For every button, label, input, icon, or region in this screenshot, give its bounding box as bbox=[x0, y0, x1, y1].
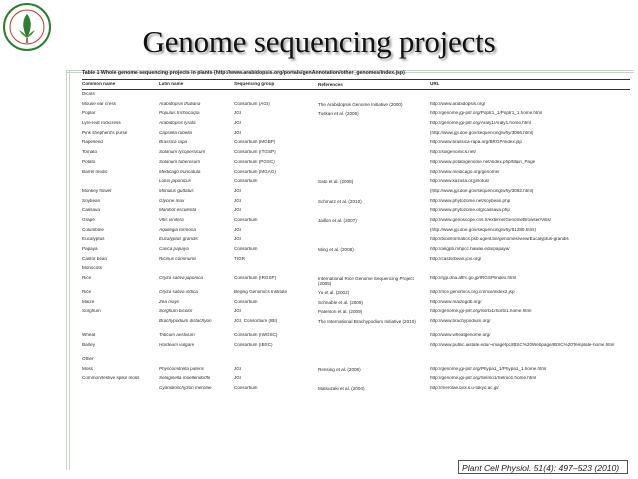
latin-name-cell: Oryza sativa indica bbox=[159, 290, 198, 295]
table-group-row bbox=[82, 264, 630, 274]
url-cell: http://www.medicago.org/genome/ bbox=[430, 169, 500, 174]
common-name-cell: Soybean bbox=[82, 198, 101, 203]
reference-cell: International Rice Genome Sequencing Project (2005) bbox=[318, 276, 414, 287]
url-cell: http://www.kazusa.or.jp/lotus/ bbox=[430, 179, 490, 184]
table-row bbox=[82, 216, 630, 226]
group-label: Monocots bbox=[82, 266, 102, 271]
sequencing-group-cell: Consortium (ITGSP) bbox=[234, 150, 276, 155]
url-cell: http://genome.jgi-psf.org/Phypa1_1/Phypa1_1.home.html bbox=[430, 366, 547, 371]
table-row bbox=[82, 138, 630, 148]
table-row bbox=[82, 288, 630, 298]
latin-name-cell: Arabidopsis thaliana bbox=[159, 101, 201, 106]
table-group-row bbox=[82, 90, 630, 100]
url-cell: http://genome.jgi-psf.org/Sorbi1/Sorbi1.home.html bbox=[430, 309, 532, 314]
reference-cell: Matsuzaki et al. (2004) bbox=[318, 385, 365, 391]
table-row bbox=[82, 331, 630, 341]
header-common-name: Common name bbox=[82, 82, 116, 86]
latin-name-cell: Physcomitrella patens bbox=[159, 366, 204, 371]
table-row bbox=[82, 109, 630, 119]
url-cell: http://bioinformatics.psb.ugent.be/genomes/view/Eucalyptus-grandis bbox=[430, 237, 569, 242]
url-cell: (http://www.jgi.doe.gov/sequencing/why/3062.html) bbox=[430, 188, 534, 193]
common-name-cell: Sorghum bbox=[82, 309, 101, 314]
common-name-cell: Monkey flower bbox=[82, 188, 112, 193]
latin-name-cell: Aquilegia formosa bbox=[159, 227, 196, 232]
url-cell: http://www.public.iastate.edu/~imagefpc/IBSC%20Webpage/IBSC%20Template-home.html bbox=[430, 342, 615, 347]
table-row bbox=[82, 298, 630, 308]
table-row bbox=[82, 317, 630, 331]
common-name-cell: Mouse ear cress bbox=[82, 101, 116, 106]
sequencing-group-cell: Consortium (MGBP) bbox=[234, 140, 276, 145]
url-cell: http://www.arabidopsis.org/ bbox=[430, 101, 486, 106]
url-cell: http://asgpb.mhpcc.hawaii.edu/papaya/ bbox=[430, 247, 510, 251]
header-sequencing-group: Sequencing group bbox=[234, 82, 275, 86]
table-row bbox=[82, 158, 630, 168]
sequencing-group-cell: TIGR bbox=[234, 256, 245, 261]
reference-cell: Paterson et al. (2009) bbox=[318, 309, 363, 315]
group-label: Other bbox=[82, 356, 94, 361]
sequencing-group-cell: Consortium (MGAG) bbox=[234, 169, 276, 174]
latin-name-cell: Sorghum bicolor bbox=[159, 309, 193, 314]
latin-name-cell: Vitis vinifera bbox=[159, 217, 184, 222]
url-cell: http://www.brassica-rapa.org/BRGP/index.jsp bbox=[430, 140, 522, 145]
table-row bbox=[82, 119, 630, 129]
table-row bbox=[82, 384, 630, 394]
sequencing-group-cell: JGI bbox=[234, 309, 242, 314]
sequencing-group-cell: Consortium (IBSC) bbox=[234, 342, 273, 347]
reference-cell: Schnable et al. (2009) bbox=[318, 299, 363, 305]
sequencing-group-cell: JGI bbox=[234, 198, 242, 203]
sequencing-group-cell: Consortium (PGSC) bbox=[234, 159, 275, 164]
reference-cell: Rensing et al. (2008) bbox=[318, 366, 361, 372]
reference-cell: Schmutz et al. (2010) bbox=[318, 198, 362, 204]
header-url: URL bbox=[430, 82, 440, 86]
header-latin-name: Latin name bbox=[159, 82, 184, 86]
table-row bbox=[82, 374, 630, 384]
latin-name-cell: Selaginella moellendorffii bbox=[159, 376, 211, 381]
latin-name-cell: Brassica rapa bbox=[159, 140, 188, 145]
common-name-cell: Pink shepherd's purse bbox=[82, 130, 128, 135]
sequencing-group-cell: JGI bbox=[234, 237, 242, 242]
latin-name-cell: Lotus japonicus bbox=[159, 179, 191, 184]
latin-name-cell: Hordeum vulgare bbox=[159, 342, 195, 347]
table-row bbox=[82, 245, 630, 255]
sequencing-group-cell: JGI bbox=[234, 227, 242, 232]
table-row bbox=[82, 365, 630, 375]
header-references: References bbox=[318, 82, 343, 87]
sequencing-group-cell: Consortium bbox=[234, 179, 258, 184]
table-row bbox=[82, 168, 630, 178]
url-cell: http://genome.jgi-psf.org/Araly1/Araly1.home.html bbox=[430, 121, 531, 126]
sequencing-group-cell: Consortium bbox=[234, 217, 258, 222]
latin-name-cell: Arabidopsis lyrata bbox=[159, 121, 196, 126]
table-group-row bbox=[82, 355, 630, 365]
latin-name-cell: Triticum aestivum bbox=[159, 333, 195, 338]
url-cell: http://www.phytozome.net/soybean.php bbox=[430, 198, 511, 203]
sequencing-group-cell: JGI bbox=[234, 188, 242, 193]
common-name-cell: Barrel medic bbox=[82, 169, 108, 174]
latin-name-cell: Eucalyptus grandis bbox=[159, 237, 198, 242]
sequencing-group-cell: Beijing Genomics Institute bbox=[234, 290, 288, 295]
reference-cell: Yu et al. (2002) bbox=[318, 290, 350, 296]
latin-name-cell: Solanum tuberosum bbox=[159, 159, 201, 164]
sequencing-group-cell: JGI bbox=[234, 208, 242, 213]
common-name-cell: Cassava bbox=[82, 208, 100, 213]
table-row bbox=[82, 341, 630, 355]
table-body bbox=[82, 90, 630, 394]
common-name-cell: Lyre-leaf rockcress bbox=[82, 121, 121, 126]
table-row bbox=[82, 148, 630, 158]
table-row bbox=[82, 226, 630, 236]
sequencing-group-cell: Consortium (AGI) bbox=[234, 101, 270, 106]
common-name-cell: Columbine bbox=[82, 227, 104, 232]
group-label: Dicots bbox=[82, 92, 95, 96]
url-cell: http://www.phytozome.org/cassava.php bbox=[430, 208, 510, 213]
url-cell: (http://www.jgi.doe.gov/sequencing/why/3066.html) bbox=[430, 130, 534, 135]
citation-box: Plant Cell Physiol. 51(4): 497–523 (2010) bbox=[458, 460, 628, 474]
latin-name-cell: Cyanidioschyzon merolae bbox=[159, 385, 212, 390]
common-name-cell: Castor bean bbox=[82, 256, 108, 261]
latin-name-cell: Populus trichocarpa bbox=[159, 111, 200, 116]
url-cell: http://www.potatogenome.net/index.php/Main_Page bbox=[430, 159, 536, 164]
decorative-rule-left-inner bbox=[69, 70, 70, 470]
url-cell: http://genome.jgi-psf.org/Selmo1/Selmo1.home.html bbox=[430, 376, 536, 381]
latin-name-cell: Capsella rubella bbox=[159, 130, 192, 135]
table-row bbox=[82, 235, 630, 245]
sequencing-group-cell: JGI bbox=[234, 121, 242, 126]
reference-cell: Tuskan et al. (2006) bbox=[318, 111, 359, 117]
url-cell: http://www.wheatgenome.org/ bbox=[430, 333, 491, 338]
sequencing-group-cell: JGI bbox=[234, 130, 242, 135]
table-row bbox=[82, 187, 630, 197]
reference-cell: The Arabidopsis Genome Initiative (2000) bbox=[318, 101, 403, 107]
common-name-cell: Rapeseed bbox=[82, 140, 103, 145]
url-cell: http://rgp.dna.affrc.go.jp/IRGSP/index.html bbox=[430, 276, 517, 281]
url-cell: http://genome.jgi-psf.org/Poptr1_1/Poptr1_1.home.html bbox=[430, 111, 543, 116]
common-name-cell: Rice bbox=[82, 276, 92, 281]
common-name-cell: Maize bbox=[82, 299, 95, 304]
url-cell: http://merolae.biol.s.u-tokyo.ac.jp/ bbox=[430, 385, 499, 390]
table-row bbox=[82, 100, 630, 110]
table-header-row bbox=[82, 80, 630, 89]
sequencing-group-cell: Consortium (IWGSC) bbox=[234, 333, 278, 338]
url-cell: http://www.brachypodium.org/ bbox=[430, 319, 491, 324]
url-cell: http://www.genoscope.cns.fr/externe/GenomeBrowser/Vitis/ bbox=[430, 217, 551, 222]
common-name-cell: Potato bbox=[82, 159, 96, 164]
sequencing-group-cell: JGI bbox=[234, 366, 242, 371]
common-name-cell: Eucalyptus bbox=[82, 237, 105, 242]
common-name-cell: Papaya bbox=[82, 247, 98, 251]
sequencing-group-cell: JGI bbox=[234, 376, 242, 381]
reference-cell: Sato et al. (2008) bbox=[318, 179, 354, 185]
common-name-cell: Moss bbox=[82, 366, 93, 371]
sequencing-group-cell: Consortium bbox=[234, 247, 258, 251]
url-cell: (http://www.jgi.doe.gov/sequencing/why/51280.html) bbox=[430, 227, 536, 232]
common-name-cell: Common/festive spike moss bbox=[82, 376, 140, 381]
latin-name-cell: Mimulus guttatus bbox=[159, 188, 194, 193]
url-cell: http://rice.genomics.org.cn/rice/index2.jsp bbox=[430, 290, 515, 295]
decorative-rule-left bbox=[66, 70, 67, 470]
latin-name-cell: Brachypodium distachyon bbox=[159, 319, 212, 324]
sequencing-group-cell: Consortium bbox=[234, 299, 258, 304]
url-cell: http://castorbean.jcvi.org/ bbox=[430, 256, 482, 261]
common-name-cell: Grape bbox=[82, 217, 95, 222]
table-row bbox=[82, 177, 630, 187]
reference-cell: Jaillon et al. (2007) bbox=[318, 217, 357, 223]
sequencing-group-cell: Consortium (IRGSP) bbox=[234, 276, 277, 281]
table-row bbox=[82, 307, 630, 317]
common-name-cell: Poplar bbox=[82, 111, 96, 116]
table-caption: Table 1 Whole genome sequencing projects in plants (http://www.arabidopsis.org/portals/genAnnotation/other_genomes/index.jsp) bbox=[82, 70, 405, 76]
latin-name-cell: Ricinus communis bbox=[159, 256, 197, 261]
latin-name-cell: Solanum lycopersicum bbox=[159, 150, 206, 155]
sequencing-group-cell: JGI bbox=[234, 111, 242, 116]
latin-name-cell: Zea mays bbox=[159, 299, 180, 304]
latin-name-cell: Manihot esculenta bbox=[159, 208, 197, 213]
slide-title: Genome sequencing projects bbox=[142, 24, 496, 59]
sequencing-group-cell: JGI, Consortium (IBI) bbox=[234, 319, 278, 324]
table-row bbox=[82, 129, 630, 139]
latin-name-cell: Carica papaya bbox=[159, 247, 189, 251]
latin-name-cell: Oryza sativa japonica bbox=[159, 276, 203, 281]
table-row bbox=[82, 206, 630, 216]
common-name-cell: Barley bbox=[82, 342, 96, 347]
latin-name-cell: Glycine max bbox=[159, 198, 185, 203]
latin-name-cell: Medicago truncatula bbox=[159, 169, 201, 174]
reference-cell: Ming et al. (2008) bbox=[318, 247, 354, 252]
sequencing-group-cell: Consortium bbox=[234, 385, 258, 390]
genome-projects-table bbox=[82, 69, 630, 394]
table-row bbox=[82, 274, 630, 288]
common-name-cell: Wheat bbox=[82, 333, 96, 338]
url-cell: http://www.maizegdb.org/ bbox=[430, 299, 482, 304]
reference-cell: The International Brachypodium Initiative (2010) bbox=[318, 319, 416, 325]
common-name-cell: Tomato bbox=[82, 150, 98, 155]
url-cell: http://solgenomics.net/ bbox=[430, 150, 476, 155]
common-name-cell: Rice bbox=[82, 290, 92, 295]
table-row bbox=[82, 255, 630, 265]
table-row bbox=[82, 197, 630, 207]
